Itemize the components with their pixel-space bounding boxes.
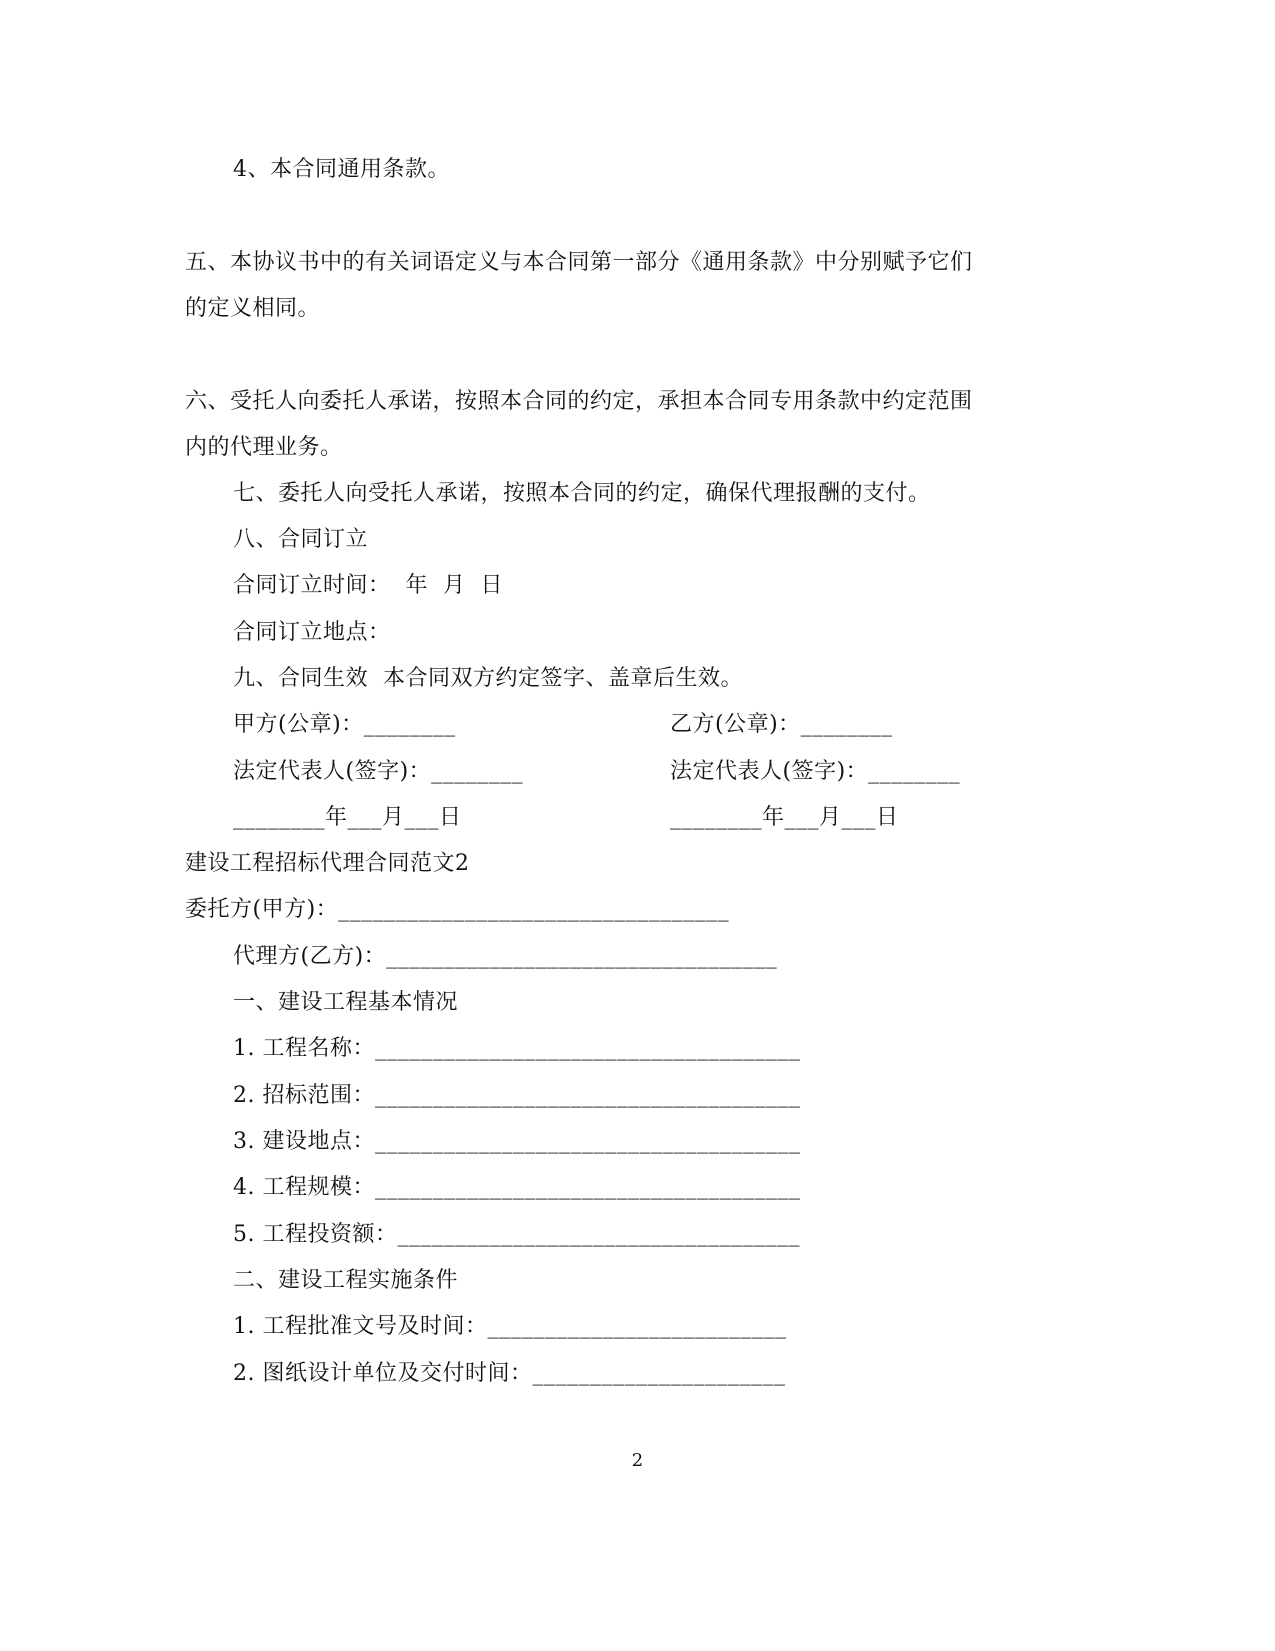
clause-6-line-2: 内的代理业务。 <box>185 435 343 460</box>
agent-party-field: 代理方(乙方)：__________________________________ <box>233 944 778 969</box>
clause-9-effective: 九、合同生效 本合同双方约定签字、盖章后生效。 <box>233 666 743 691</box>
clause-5-line-2: 的定义相同。 <box>185 296 321 321</box>
section-2-heading: 二、建设工程实施条件 <box>233 1268 459 1293</box>
clause-5-line-1: 五、本协议书中的有关词语定义与本合同第一部分《通用条款》中分别赋予它们 <box>185 250 973 275</box>
project-scale-field: 4. 工程规模：_____________________________________ <box>233 1175 801 1200</box>
section-1-heading: 一、建设工程基本情况 <box>233 990 459 1015</box>
party-a-date-field: ________年___月___日 <box>233 805 462 830</box>
approval-number-field: 1. 工程批准文号及时间：__________________________ <box>233 1314 787 1339</box>
party-b-seal-field: 乙方(公章)：________ <box>670 712 893 737</box>
project-name-field: 1. 工程名称：_____________________________________ <box>233 1036 801 1061</box>
client-party-field: 委托方(甲方)：__________________________________ <box>185 897 730 922</box>
clause-4-general-terms: 4、本合同通用条款。 <box>233 157 450 182</box>
party-b-representative-field: 法定代表人(签字)：________ <box>670 759 961 784</box>
party-a-representative-field: 法定代表人(签字)：________ <box>233 759 524 784</box>
party-b-date-field: ________年___月___日 <box>670 805 899 830</box>
investment-amount-field: 5. 工程投资额：___________________________________ <box>233 1222 800 1247</box>
clause-8-heading: 八、合同订立 <box>233 527 369 552</box>
signing-time: 合同订立时间： 年 月 日 <box>233 573 503 598</box>
clause-7: 七、委托人向受托人承诺，按照本合同的约定，确保代理报酬的支付。 <box>233 481 931 506</box>
signing-place: 合同订立地点： <box>233 620 391 645</box>
drawing-design-field: 2. 图纸设计单位及交付时间：______________________ <box>233 1361 786 1386</box>
party-a-seal-field: 甲方(公章)：________ <box>233 712 456 737</box>
second-contract-title: 建设工程招标代理合同范文2 <box>185 851 470 876</box>
bidding-scope-field: 2. 招标范围：_____________________________________ <box>233 1083 801 1108</box>
construction-site-field: 3. 建设地点：_____________________________________ <box>233 1129 801 1154</box>
page-number: 2 <box>631 1450 644 1471</box>
clause-6-line-1: 六、受托人向委托人承诺，按照本合同的约定，承担本合同专用条款中约定范围 <box>185 389 973 414</box>
